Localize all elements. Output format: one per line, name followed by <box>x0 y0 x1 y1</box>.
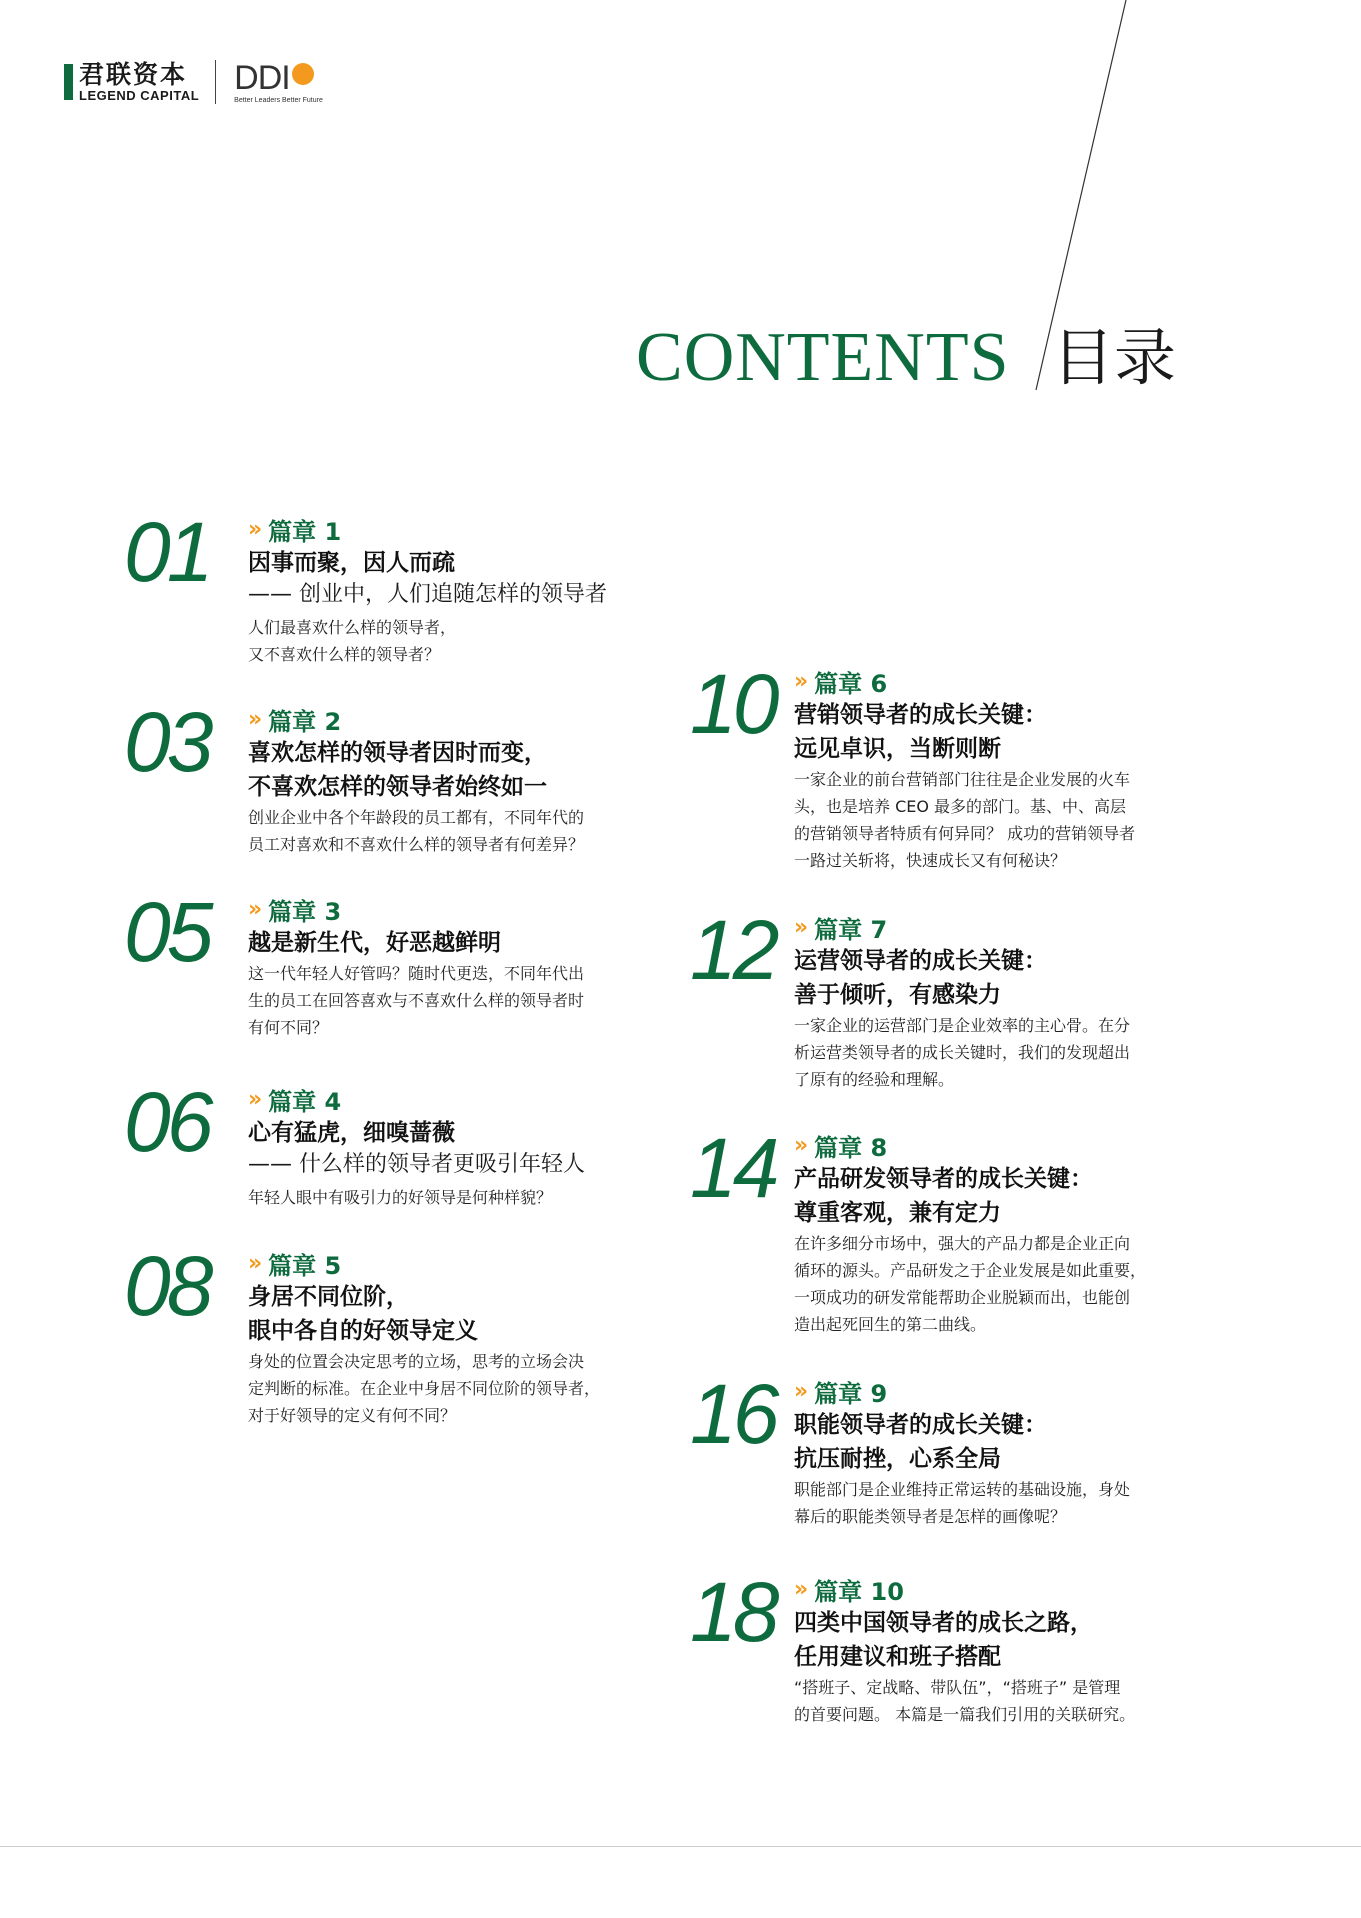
entry-title: 抗压耐挫，心系全局 <box>794 1446 1001 1472</box>
entry-desc-line: 职能部门是企业维持正常运转的基础设施，身处 <box>794 1480 1131 1499</box>
double-chevron-icon: ›› <box>248 897 259 922</box>
entry-title: 产品研发领导者的成长关键： <box>794 1166 1093 1192</box>
entry-title: 善于倾听，有感染力 <box>794 982 1001 1008</box>
legend-capital-name-cn: 君联资本 <box>79 59 188 89</box>
page-number: 05 <box>124 885 210 979</box>
entry-title: 任用建议和班子搭配 <box>794 1644 1001 1670</box>
ddi-tagline: Better Leaders Better Future <box>234 96 323 104</box>
entry-title: 四类中国领导者的成长之路， <box>794 1610 1093 1636</box>
double-chevron-icon: ›› <box>248 1251 259 1276</box>
entry-desc-line: 这一代年轻人好管吗？随时代更迭，不同年代出 <box>248 964 585 983</box>
chapter-label: ›› 篇章 8 <box>794 1133 888 1162</box>
footer-rule <box>0 1846 1361 1847</box>
entry-title: 越是新生代，好恶越鲜明 <box>248 930 501 956</box>
page-number: 06 <box>124 1075 210 1169</box>
entry-title: 眼中各自的好领导定义 <box>248 1318 478 1344</box>
entry-desc-line: 在许多细分市场中，强大的产品力都是企业正向 <box>794 1234 1131 1253</box>
chapter-label: ›› 篇章 5 <box>248 1251 342 1280</box>
entry-desc-line: 员工对喜欢和不喜欢什么样的领导者有何差异？ <box>248 835 585 854</box>
entry-desc-line: 的首要问题。 本篇是一篇我们引用的关联研究。 <box>794 1705 1136 1724</box>
double-chevron-icon: ›› <box>248 517 259 542</box>
double-chevron-icon: ›› <box>794 915 805 940</box>
entry-title: 运营领导者的成长关键： <box>794 948 1047 974</box>
page-number: 14 <box>690 1121 776 1215</box>
chapter-label: ›› 篇章 10 <box>794 1577 904 1606</box>
entry-title: 心有猛虎，细嗅蔷薇 <box>248 1120 455 1146</box>
entry-desc-line: 定判断的标准。在企业中身居不同位阶的领导者， <box>248 1379 601 1398</box>
entry-desc-line: 循环的源头。产品研发之于企业发展是如此重要， <box>794 1261 1147 1280</box>
entry-desc-line: 造出起死回生的第二曲线。 <box>794 1315 987 1334</box>
entry-desc-line: 生的员工在回答喜欢与不喜欢什么样的领导者时 <box>248 991 585 1010</box>
entry-title: 远见卓识，当断则断 <box>794 736 1001 762</box>
chapter-label: ›› 篇章 3 <box>248 897 342 926</box>
entry-title: 尊重客观，兼有定力 <box>794 1200 1001 1226</box>
double-chevron-icon: ›› <box>248 1087 259 1112</box>
page-number: 03 <box>124 695 210 789</box>
page-number: 16 <box>690 1367 776 1461</box>
entry-title: 身居不同位阶， <box>248 1284 409 1310</box>
chapter-label: ›› 篇章 1 <box>248 517 342 546</box>
entry-desc-line: 一项成功的研发常能帮助企业脱颖而出，也能创 <box>794 1288 1131 1307</box>
contents-heading-en: CONTENTS <box>636 319 1010 396</box>
entry-desc-line: 析运营类领导者的成长关键时，我们的发现超出 <box>794 1043 1131 1062</box>
entry-desc-line: 一家企业的前台营销部门往往是企业发展的火车 <box>794 770 1131 789</box>
entry-subtitle: —— 创业中，人们追随怎样的领导者 <box>248 582 607 607</box>
chapter-label: ›› 篇章 7 <box>794 915 888 944</box>
entry-title: 不喜欢怎样的领导者始终如一 <box>248 774 547 800</box>
entry-title: 喜欢怎样的领导者因时而变， <box>248 740 547 766</box>
double-chevron-icon: ›› <box>794 669 805 694</box>
entry-desc-line: 的营销领导者特质有何异同？ 成功的营销领导者 <box>794 824 1136 843</box>
entry-title: 营销领导者的成长关键： <box>794 702 1047 728</box>
entry-title: 因事而聚，因人而疏 <box>248 550 455 576</box>
contents-heading-cn: 目录 <box>1052 321 1177 394</box>
entry-desc-line: 身处的位置会决定思考的立场，思考的立场会决 <box>248 1352 585 1371</box>
entry-desc-line: 年轻人眼中有吸引力的好领导是何种样貌？ <box>248 1188 553 1207</box>
entry-title: 职能领导者的成长关键： <box>794 1412 1047 1438</box>
chapter-label: ›› 篇章 6 <box>794 669 888 698</box>
page-number: 10 <box>690 657 776 751</box>
double-chevron-icon: ›› <box>794 1133 805 1158</box>
page-number: 01 <box>124 505 210 599</box>
chapter-label: ›› 篇章 2 <box>248 707 342 736</box>
entry-desc-line: 创业企业中各个年龄段的员工都有，不同年代的 <box>248 808 585 827</box>
entry-desc-line: “搭班子、定战略、带队伍”，“搭班子” 是管理 <box>794 1678 1121 1697</box>
entry-desc-line: 了原有的经验和理解。 <box>794 1070 955 1089</box>
entry-desc-line: 一路过关斩将，快速成长又有何秘诀？ <box>794 851 1067 870</box>
entry-desc-line: 一家企业的运营部门是企业效率的主心骨。在分 <box>794 1016 1131 1035</box>
entry-desc-line: 又不喜欢什么样的领导者？ <box>248 645 441 664</box>
double-chevron-icon: ›› <box>794 1379 805 1404</box>
entry-desc-line: 对于好领导的定义有何不同？ <box>248 1406 457 1425</box>
ddi-logo-text: DDI <box>234 58 290 97</box>
entry-subtitle: —— 什么样的领导者更吸引年轻人 <box>248 1152 585 1177</box>
page-number: 12 <box>690 903 776 997</box>
double-chevron-icon: ›› <box>794 1577 805 1602</box>
legend-capital-name-en: LEGEND CAPITAL <box>79 87 200 103</box>
chapter-label: ›› 篇章 4 <box>248 1087 342 1116</box>
page-number: 08 <box>124 1239 210 1333</box>
double-chevron-icon: ›› <box>248 707 259 732</box>
chapter-label: ›› 篇章 9 <box>794 1379 888 1408</box>
entry-desc-line: 有何不同？ <box>248 1018 329 1037</box>
page-number: 18 <box>690 1565 776 1659</box>
entry-desc-line: 头，也是培养 CEO 最多的部门。基、中、高层 <box>794 797 1127 816</box>
entry-desc-line: 人们最喜欢什么样的领导者， <box>248 618 457 637</box>
entry-desc-line: 幕后的职能类领导者是怎样的画像呢？ <box>794 1507 1067 1526</box>
